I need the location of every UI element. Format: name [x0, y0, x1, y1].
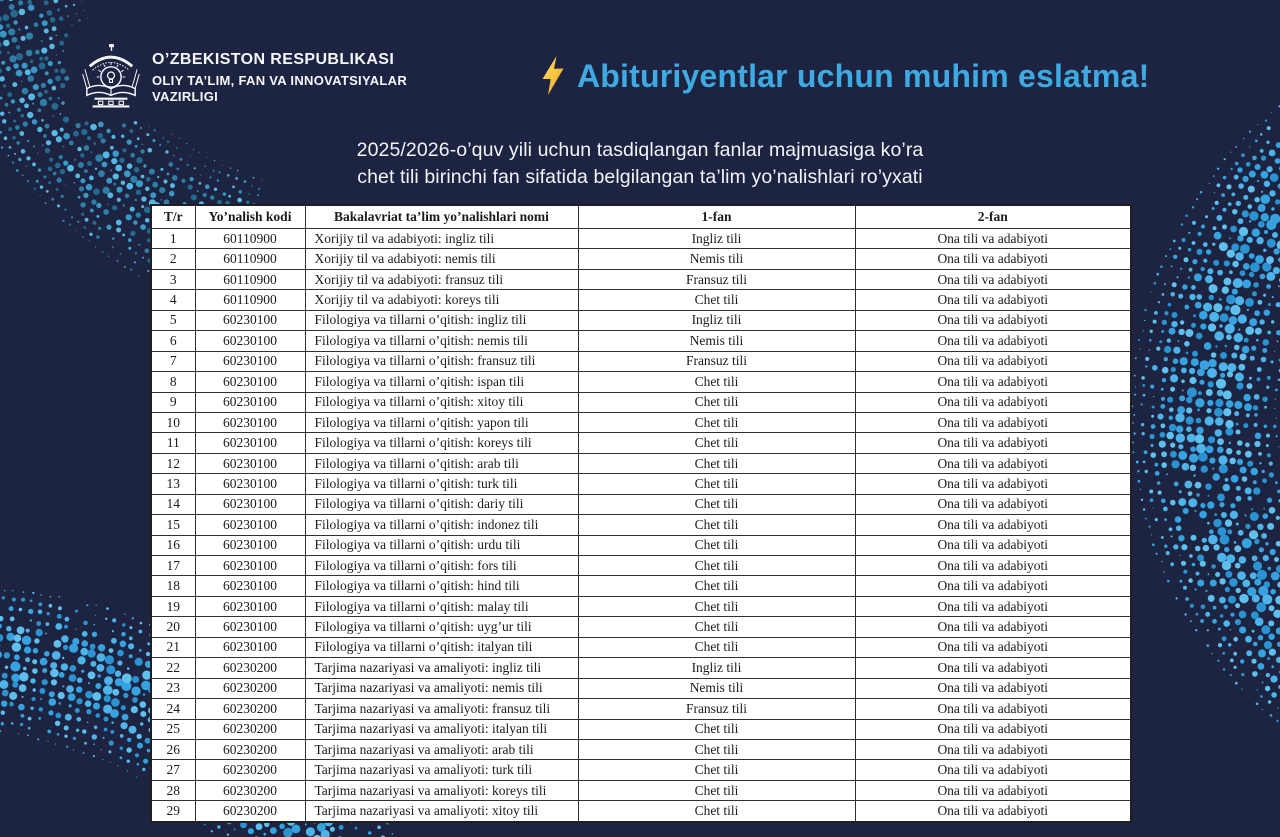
cell-code: 60230100: [195, 596, 305, 616]
ministry-line1: O’ZBEKISTON RESPUBLIKASI: [152, 51, 395, 68]
cell-code: 60230100: [195, 535, 305, 555]
cell-tr: 1: [151, 229, 195, 249]
table-row: [151, 249, 1131, 269]
table-row: [151, 269, 1131, 289]
cell-fan1: Chet tili: [578, 494, 855, 514]
table-row: [151, 331, 1131, 351]
cell-fan1: Chet tili: [578, 433, 855, 453]
cell-code: 60230200: [195, 699, 305, 719]
cell-code: 60230200: [195, 658, 305, 678]
cell-tr: 28: [151, 780, 195, 800]
cell-fan2: Ona tili va adabiyoti: [855, 290, 1131, 310]
table-row: [151, 576, 1131, 596]
table-row: [151, 637, 1131, 657]
cell-code: 60230100: [195, 392, 305, 412]
cell-tr: 26: [151, 739, 195, 759]
cell-fan1: Ingliz tili: [578, 229, 855, 249]
cell-fan2: Ona tili va adabiyoti: [855, 433, 1131, 453]
cell-name: Filologiya va tillarni o’qitish: fransuz tili: [305, 351, 578, 371]
cell-fan1: Chet tili: [578, 372, 855, 392]
cell-name: Filologiya va tillarni o’qitish: arab tili: [305, 453, 578, 473]
ministry-line2: OLIY TA’LIM, FAN VA INNOVATSIYALAR: [152, 73, 408, 88]
cell-tr: 16: [151, 535, 195, 555]
table-row: [151, 392, 1131, 412]
cell-fan1: Chet tili: [578, 474, 855, 494]
table-row: [151, 699, 1131, 719]
cell-fan1: Chet tili: [578, 556, 855, 576]
cell-name: Tarjima nazariyasi va amaliyoti: arab tili: [305, 739, 578, 759]
cell-code: 60230100: [195, 310, 305, 330]
cell-fan2: Ona tili va adabiyoti: [855, 372, 1131, 392]
cell-tr: 14: [151, 494, 195, 514]
cell-name: Filologiya va tillarni o’qitish: turk tili: [305, 474, 578, 494]
cell-tr: 29: [151, 801, 195, 822]
cell-tr: 11: [151, 433, 195, 453]
ministry-name: [152, 50, 407, 105]
cell-name: Tarjima nazariyasi va amaliyoti: italyan tili: [305, 719, 578, 739]
cell-name: Filologiya va tillarni o’qitish: fors tili: [305, 556, 578, 576]
cell-name: Filologiya va tillarni o’qitish: urdu tili: [305, 535, 578, 555]
cell-fan1: Nemis tili: [578, 678, 855, 698]
cell-fan2: Ona tili va adabiyoti: [855, 801, 1131, 822]
cell-tr: 25: [151, 719, 195, 739]
cell-fan2: Ona tili va adabiyoti: [855, 556, 1131, 576]
cell-tr: 7: [151, 351, 195, 371]
table-header-row: [151, 205, 1131, 229]
cell-tr: 2: [151, 249, 195, 269]
table-row: [151, 229, 1131, 249]
cell-fan1: Chet tili: [578, 596, 855, 616]
cell-code: 60230100: [195, 331, 305, 351]
cell-fan2: Ona tili va adabiyoti: [855, 739, 1131, 759]
cell-name: Filologiya va tillarni o’qitish: yapon tili: [305, 412, 578, 432]
cell-name: Filologiya va tillarni o’qitish: koreys tili: [305, 433, 578, 453]
cell-name: Filologiya va tillarni o’qitish: dariy tili: [305, 494, 578, 514]
cell-fan1: Ingliz tili: [578, 658, 855, 678]
table-row: [151, 760, 1131, 780]
cell-fan1: Chet tili: [578, 576, 855, 596]
cell-name: Xorijiy til va adabiyoti: nemis tili: [305, 249, 578, 269]
table-row: [151, 617, 1131, 637]
cell-name: Filologiya va tillarni o’qitish: hind tili: [305, 576, 578, 596]
cell-fan2: Ona tili va adabiyoti: [855, 760, 1131, 780]
cell-tr: 20: [151, 617, 195, 637]
cell-code: 60230100: [195, 412, 305, 432]
col-header-name: Bakalavriat ta’lim yo’nalishlari nomi: [305, 205, 578, 229]
cell-name: Filologiya va tillarni o’qitish: ispan tili: [305, 372, 578, 392]
cell-fan2: Ona tili va adabiyoti: [855, 617, 1131, 637]
table-row: [151, 372, 1131, 392]
cell-fan2: Ona tili va adabiyoti: [855, 596, 1131, 616]
cell-fan1: Chet tili: [578, 535, 855, 555]
table-row: [151, 474, 1131, 494]
cell-tr: 17: [151, 556, 195, 576]
table-row: [151, 535, 1131, 555]
cell-tr: 15: [151, 515, 195, 535]
col-header-fan2: 2-fan: [855, 205, 1131, 229]
cell-fan1: Chet tili: [578, 412, 855, 432]
cell-name: Filologiya va tillarni o’qitish: italyan tili: [305, 637, 578, 657]
col-header-tr: T/r: [151, 205, 195, 229]
table-row: [151, 453, 1131, 473]
cell-tr: 21: [151, 637, 195, 657]
cell-fan1: Fransuz tili: [578, 351, 855, 371]
table-row: [151, 658, 1131, 678]
cell-code: 60230100: [195, 372, 305, 392]
cell-fan1: Chet tili: [578, 637, 855, 657]
cell-tr: 6: [151, 331, 195, 351]
cell-tr: 9: [151, 392, 195, 412]
cell-fan2: Ona tili va adabiyoti: [855, 515, 1131, 535]
table-row: [151, 310, 1131, 330]
cell-fan1: Chet tili: [578, 719, 855, 739]
cell-fan1: Chet tili: [578, 780, 855, 800]
cell-tr: 27: [151, 760, 195, 780]
ministry-emblem-icon: [82, 44, 140, 108]
programs-table-container: [150, 204, 1130, 823]
cell-code: 60230200: [195, 780, 305, 800]
cell-fan2: Ona tili va adabiyoti: [855, 331, 1131, 351]
cell-name: Filologiya va tillarni o’qitish: nemis tili: [305, 331, 578, 351]
cell-tr: 22: [151, 658, 195, 678]
cell-name: Tarjima nazariyasi va amaliyoti: koreys tili: [305, 780, 578, 800]
cell-code: 60230100: [195, 617, 305, 637]
cell-code: 60230100: [195, 453, 305, 473]
table-row: [151, 515, 1131, 535]
table-row: [151, 801, 1131, 822]
cell-name: Tarjima nazariyasi va amaliyoti: fransuz tili: [305, 699, 578, 719]
table-row: [151, 780, 1131, 800]
cell-code: 60230100: [195, 433, 305, 453]
cell-fan2: Ona tili va adabiyoti: [855, 678, 1131, 698]
cell-code: 60230100: [195, 474, 305, 494]
table-row: [151, 556, 1131, 576]
cell-name: Xorijiy til va adabiyoti: ingliz tili: [305, 229, 578, 249]
cell-name: Tarjima nazariyasi va amaliyoti: xitoy tili: [305, 801, 578, 822]
cell-code: 60230200: [195, 739, 305, 759]
cell-code: 60230100: [195, 637, 305, 657]
cell-code: 60230200: [195, 678, 305, 698]
cell-tr: 3: [151, 269, 195, 289]
cell-fan2: Ona tili va adabiyoti: [855, 719, 1131, 739]
cell-name: Filologiya va tillarni o’qitish: malay tili: [305, 596, 578, 616]
cell-code: 60230200: [195, 760, 305, 780]
cell-tr: 12: [151, 453, 195, 473]
table-row: [151, 596, 1131, 616]
headline-text: Abituriyentlar uchun muhim eslatma!: [577, 57, 1150, 94]
cell-fan1: Fransuz tili: [578, 269, 855, 289]
cell-code: 60230100: [195, 515, 305, 535]
programs-table: [150, 204, 1132, 823]
cell-fan2: Ona tili va adabiyoti: [855, 392, 1131, 412]
cell-fan1: Chet tili: [578, 515, 855, 535]
cell-fan2: Ona tili va adabiyoti: [855, 269, 1131, 289]
cell-fan2: Ona tili va adabiyoti: [855, 412, 1131, 432]
table-row: [151, 412, 1131, 432]
cell-tr: 23: [151, 678, 195, 698]
col-header-code: Yo’nalish kodi: [195, 205, 305, 229]
cell-tr: 18: [151, 576, 195, 596]
cell-name: Filologiya va tillarni o’qitish: ingliz tili: [305, 310, 578, 330]
cell-tr: 10: [151, 412, 195, 432]
cell-fan1: Chet tili: [578, 760, 855, 780]
cell-name: Filologiya va tillarni o’qitish: xitoy tili: [305, 392, 578, 412]
cell-tr: 19: [151, 596, 195, 616]
cell-name: Tarjima nazariyasi va amaliyoti: ingliz tili: [305, 658, 578, 678]
cell-fan1: Chet tili: [578, 617, 855, 637]
cell-fan1: Chet tili: [578, 392, 855, 412]
cell-name: Tarjima nazariyasi va amaliyoti: turk tili: [305, 760, 578, 780]
cell-fan2: Ona tili va adabiyoti: [855, 453, 1131, 473]
table-row: [151, 351, 1131, 371]
headline-banner: [540, 56, 1149, 96]
table-row: [151, 494, 1131, 514]
cell-fan1: Nemis tili: [578, 249, 855, 269]
cell-fan2: Ona tili va adabiyoti: [855, 310, 1131, 330]
cell-code: 60230200: [195, 801, 305, 822]
lightning-bolt-icon: [540, 56, 567, 96]
cell-code: 60110900: [195, 229, 305, 249]
cell-code: 60230100: [195, 494, 305, 514]
cell-fan2: Ona tili va adabiyoti: [855, 494, 1131, 514]
cell-tr: 5: [151, 310, 195, 330]
cell-fan2: Ona tili va adabiyoti: [855, 535, 1131, 555]
cell-fan1: Chet tili: [578, 290, 855, 310]
cell-fan1: Fransuz tili: [578, 699, 855, 719]
col-header-fan1: 1-fan: [578, 205, 855, 229]
intro-line1: 2025/2026-o’quv yili uchun tasdiqlangan fanlar majmuasiga ko’ra: [356, 139, 924, 161]
cell-fan2: Ona tili va adabiyoti: [855, 699, 1131, 719]
cell-code: 60230100: [195, 351, 305, 371]
table-row: [151, 433, 1131, 453]
cell-fan1: Nemis tili: [578, 331, 855, 351]
cell-tr: 13: [151, 474, 195, 494]
cell-name: Filologiya va tillarni o’qitish: uyg’ur tili: [305, 617, 578, 637]
intro-text: [150, 137, 1130, 191]
cell-fan2: Ona tili va adabiyoti: [855, 229, 1131, 249]
cell-fan1: Chet tili: [578, 739, 855, 759]
cell-tr: 24: [151, 699, 195, 719]
cell-fan2: Ona tili va adabiyoti: [855, 351, 1131, 371]
cell-fan2: Ona tili va adabiyoti: [855, 658, 1131, 678]
cell-name: Tarjima nazariyasi va amaliyoti: nemis tili: [305, 678, 578, 698]
cell-fan1: Ingliz tili: [578, 310, 855, 330]
cell-code: 60230100: [195, 576, 305, 596]
table-row: [151, 739, 1131, 759]
table-row: [151, 678, 1131, 698]
cell-tr: 4: [151, 290, 195, 310]
cell-code: 60110900: [195, 249, 305, 269]
cell-fan2: Ona tili va adabiyoti: [855, 474, 1131, 494]
cell-code: 60230100: [195, 556, 305, 576]
cell-code: 60110900: [195, 290, 305, 310]
cell-code: 60230200: [195, 719, 305, 739]
cell-fan2: Ona tili va adabiyoti: [855, 780, 1131, 800]
cell-fan1: Chet tili: [578, 453, 855, 473]
cell-fan1: Chet tili: [578, 801, 855, 822]
cell-fan2: Ona tili va adabiyoti: [855, 637, 1131, 657]
intro-line2: chet tili birinchi fan sifatida belgilangan ta’lim yo’nalishlari ro’yxati: [357, 166, 923, 188]
cell-name: Xorijiy til va adabiyoti: fransuz tili: [305, 269, 578, 289]
cell-tr: 8: [151, 372, 195, 392]
cell-fan2: Ona tili va adabiyoti: [855, 576, 1131, 596]
cell-name: Xorijiy til va adabiyoti: koreys tili: [305, 290, 578, 310]
ministry-line3: VAZIRLIGI: [152, 89, 219, 104]
table-body: [151, 229, 1131, 823]
table-row: [151, 719, 1131, 739]
cell-fan2: Ona tili va adabiyoti: [855, 249, 1131, 269]
cell-name: Filologiya va tillarni o’qitish: indonez tili: [305, 515, 578, 535]
table-row: [151, 290, 1131, 310]
cell-code: 60110900: [195, 269, 305, 289]
